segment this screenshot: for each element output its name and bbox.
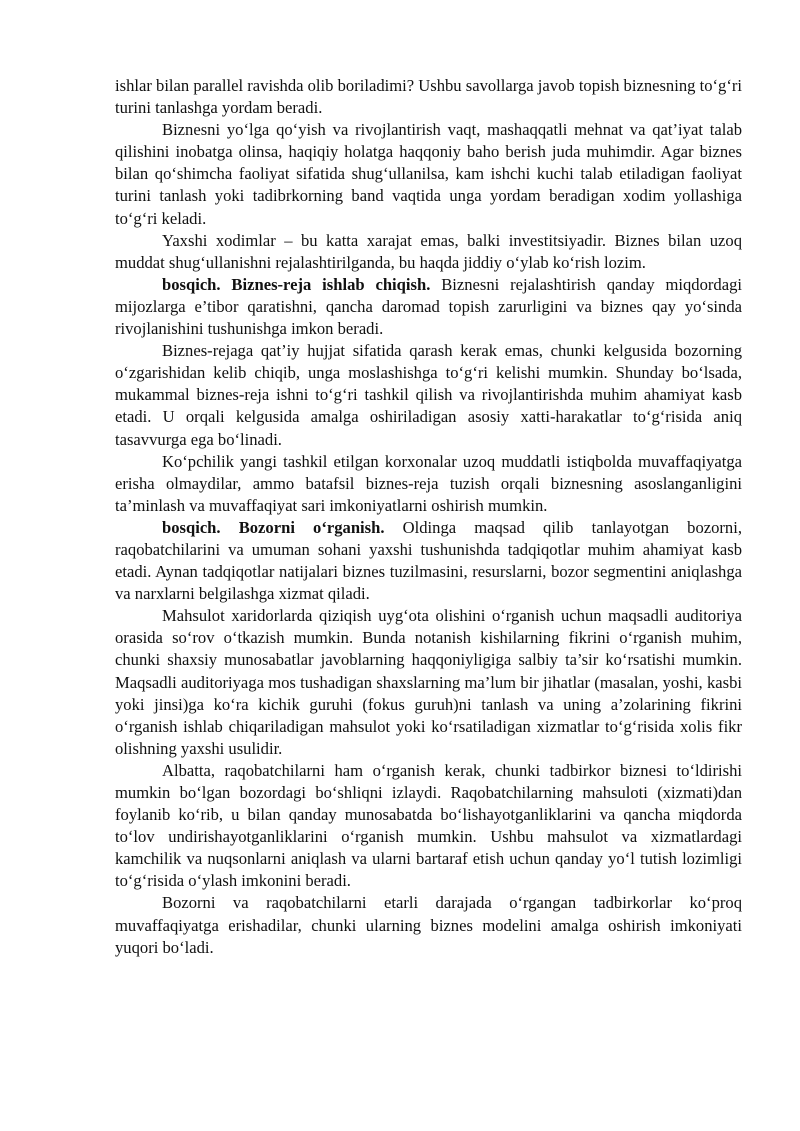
section-heading: bosqich. Bozorni o‘rganish.	[162, 517, 385, 537]
paragraph	[115, 274, 742, 340]
paragraph-text: Bozorni va raqobatchilarni etarli darajada o‘rgangan tadbirkorlar ko‘proq muvaffaqiyatga erishadilar, chunki ularning biznes modelini amalga oshirish imkoniyati yuqori bo‘ladi.	[115, 893, 742, 957]
paragraph-text: Biznesni yo‘lga qo‘yish va rivojlantirish vaqt, mashaqqatli mehnat va qat’iyat talab qilishini inobatga olinsa, haqiqiy holatga haqqoniy baho berish juda muhimdir. Agar biznes bilan qo‘shimcha faoliyat sifatida shug‘ullanilsa, kam ishchi kuchi talab etiladigan faoliyat turini tanlash yoki tadibrkorning band vaqtida unga yordam beradigan xodim yollashiga to‘g‘ri keladi.	[115, 120, 742, 228]
paragraph	[115, 760, 742, 893]
paragraph	[115, 605, 742, 760]
paragraph-text: ishlar bilan parallel ravishda olib boriladimi? Ushbu savollarga javob topish biznesning to‘g‘ri turini tanlashga yordam beradi.	[115, 76, 742, 118]
paragraph	[115, 892, 742, 958]
paragraph	[115, 75, 742, 119]
paragraph	[115, 451, 742, 517]
document-page	[115, 75, 742, 959]
paragraph-text: Albatta, raqobatchilarni ham o‘rganish kerak, chunki tadbirkor biznesi to‘ldirishi mumkin bo‘lgan bozordagi bo‘shliqni izlaydi. Raqobatchilarning mahsuloti (xizmati)dan foylanib ko‘rib, u bilan qanday munosabatda bo‘lishayotganliklarini va qancha miqdorda to‘lov undirishayotganliklarini o‘rganish mumkin. Ushbu mahsulot va xizmatlardagi kamchilik va nuqsonlarni aniqlash va ularni bartaraf etish uchun qanday yo‘l tutish lozimligi to‘g‘risida o‘ylash imkonini beradi.	[115, 760, 742, 891]
paragraph-text: Biznes-rejaga qat’iy hujjat sifatida qarash kerak emas, chunki kelgusida bozorning o‘zgarishidan kelib chiqib, unga moslashishga to‘g‘ri kelishi mumkin. Shunday bo‘lsada, mukammal biznes-reja ishni to‘g‘ri tashkil qilish va rivojlantirishda muhim ahamiyat kasb etadi. U orqali kelgusida amalga oshiriladigan asosiy xatti-harakatlar to‘g‘risida aniq tasavvurga ega bo‘linadi.	[115, 341, 742, 449]
paragraph	[115, 119, 742, 229]
paragraph-text: Oldinga maqsad qilib tanlayotgan bozorni, raqobatchilarini va umuman sohani yaxshi tushunishda tadqiqotlar muhim ahamiyat kasb etadi. Aynan tadqiqotlar natijalari biznes tuzilmasini, resurslarni, bozor segmentini aniqlashga va narxlarni belgilashga xizmat qiladi.	[115, 517, 742, 604]
paragraph	[115, 517, 742, 605]
paragraph-text: Biznesni rejalashtirish qanday miqdordagi mijozlarga e’tibor qaratishni, qancha daromad topish zarurligini va biznes qay yo‘sinda rivojlanishini tushunishga imkon beradi.	[115, 274, 742, 339]
paragraph-text: Mahsulot xaridorlarda qiziqish uyg‘ota olishini o‘rganish uchun maqsadli auditoriya orasida so‘rov o‘tkazish mumkin. Bunda notanish kishilarning fikrini o‘rganish muhim, chunki shaxsiy munosabatlar javoblarning haqqoniyligiga salbiy ta’sir ko‘rsatishi mumkin. Maqsadli auditoriyaga mos tushadigan shaxslarning ma’lum bir jihatlar (masalan, yoshi, kasbi yoki jinsi)ga ko‘ra kichik guruhi (fokus guruh)ni tanlash va uning a’zolarining fikrini o‘rganish ishlab chiqariladigan mahsulot yoki ko‘rsatiladigan xizmatlar to‘g‘risida xolis fikr olishning yaxshi usulidir.	[115, 606, 742, 758]
section-heading: bosqich. Biznes-reja ishlab chiqish.	[162, 274, 431, 294]
paragraph	[115, 340, 742, 450]
paragraph-text: Yaxshi xodimlar – bu katta xarajat emas, balki investitsiyadir. Biznes bilan uzoq muddat shug‘ullanishni rejalashtirilganda, bu haqda jiddiy o‘ylab ko‘rish lozim.	[115, 230, 742, 272]
paragraph	[115, 230, 742, 274]
paragraph-text: Ko‘pchilik yangi tashkil etilgan korxonalar uzoq muddatli istiqbolda muvaffaqiyatga erisha olmaydilar, ammo batafsil biznes-reja tuzish orqali biznesning asoslanganligini ta’minlash va muvaffaqiyat sari imkoniyatlarni oshirish mumkin.	[115, 451, 742, 515]
